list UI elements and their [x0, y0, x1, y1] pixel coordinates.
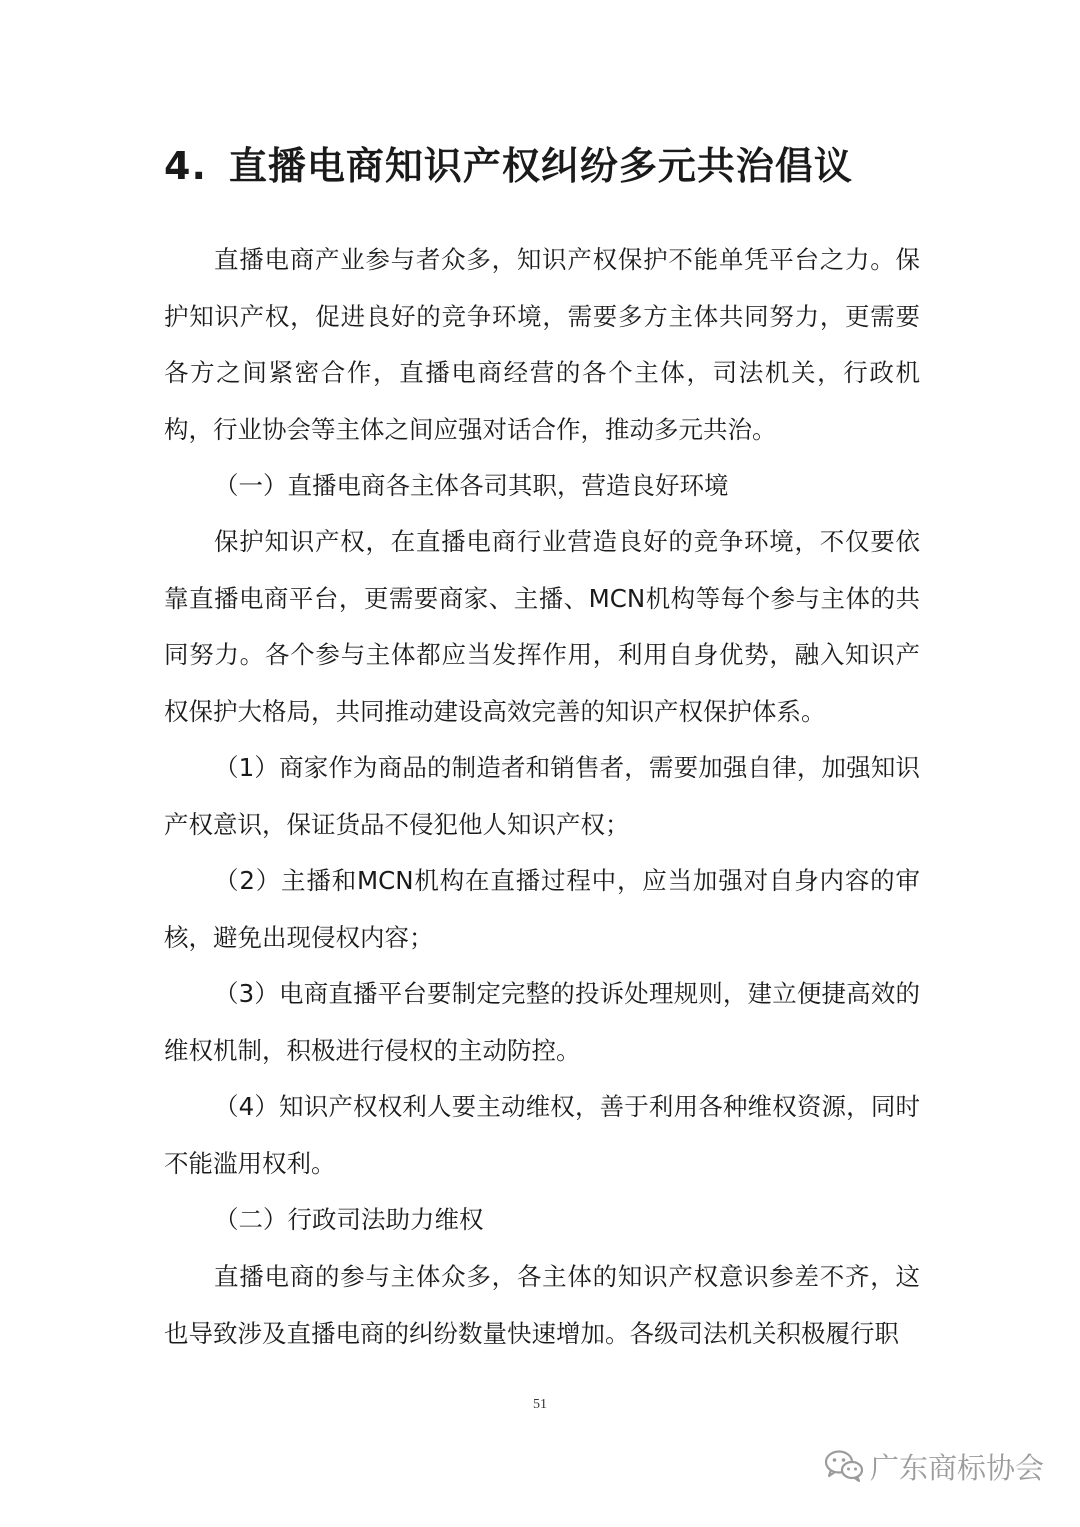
heading-title: 直播电商知识产权纠纷多元共治倡议: [228, 144, 853, 188]
list-item-1: （1）商家作为商品的制造者和销售者，需要加强自律，加强知识产权意识，保证货品不侵犯他人知识产权；: [164, 753, 920, 839]
heading-number: 4.: [164, 144, 207, 188]
wechat-icon: [824, 1449, 864, 1483]
page-heading: [164, 138, 924, 194]
section-heading-2: （二）行政司法助力维权: [214, 1205, 484, 1234]
watermark-text: 广东商标协会: [869, 1450, 1044, 1485]
section-heading-1: （一）直播电商各主体各司其职，营造良好环境: [214, 471, 729, 500]
list-item-2: （2）主播和MCN机构在直播过程中，应当加强对自身内容的审核，避免出现侵权内容；: [164, 866, 920, 952]
list-item-4: （4）知识产权权利人要主动维权，善于利用各种维权资源，同时不能滥用权利。: [164, 1092, 920, 1178]
watermark: [824, 1444, 1044, 1488]
paragraph-section1: 保护知识产权，在直播电商行业营造良好的竞争环境，不仅要依靠直播电商平台，更需要商家、主播、MCN机构等每个参与主体的共同努力。各个参与主体都应当发挥作用，利用自身优势，融入知识产权保护大格局，共同推动建设高效完善的知识产权保护体系。: [164, 527, 920, 726]
paragraph-intro: 直播电商产业参与者众多，知识产权保护不能单凭平台之力。保护知识产权，促进良好的竞争环境，需要多方主体共同努力，更需要各方之间紧密合作，直播电商经营的各个主体，司法机关，行政机构，行业协会等主体之间应强对话合作，推动多元共治。: [164, 245, 920, 444]
paragraph-section2: 直播电商的参与主体众多，各主体的知识产权意识参差不齐，这也导致涉及直播电商的纠纷数量快速增加。各级司法机关积极履行职: [164, 1262, 920, 1348]
page-number: 51: [533, 1397, 547, 1412]
list-item-3: （3）电商直播平台要制定完整的投诉处理规则，建立便捷高效的维权机制，积极进行侵权的主动防控。: [164, 979, 920, 1065]
